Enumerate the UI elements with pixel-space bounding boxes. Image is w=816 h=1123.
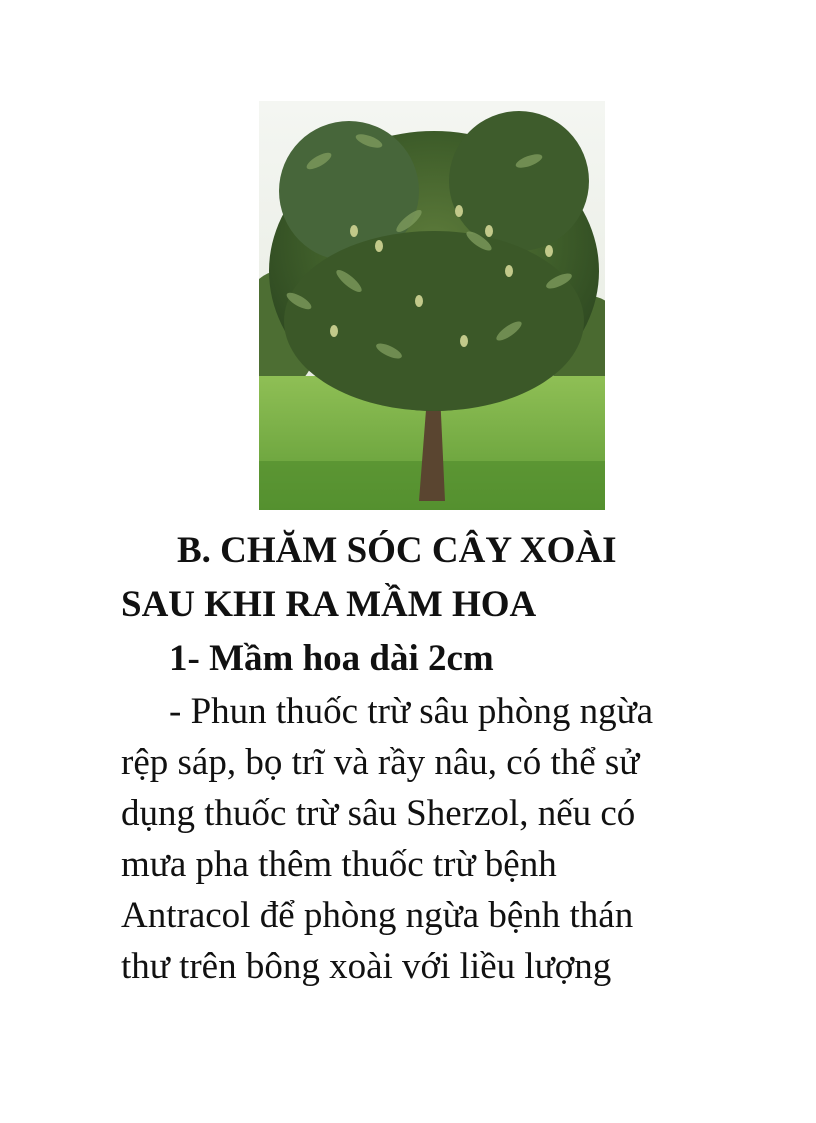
paragraph-line: rệp sáp, bọ trĩ và rầy nâu, có thể sử xyxy=(121,742,640,783)
section-heading xyxy=(121,524,761,632)
text-block xyxy=(121,524,761,992)
paragraph-line: dụng thuốc trừ sâu Sherzol, nếu có xyxy=(121,793,636,834)
subsection-heading: 1- Mầm hoa dài 2cm xyxy=(169,638,494,679)
heading-line-1: B. CHĂM SÓC CÂY XOÀI xyxy=(177,530,617,571)
paragraph-line: mưa pha thêm thuốc trừ bệnh xyxy=(121,844,557,885)
paragraph-line: thư trên bông xoài với liều lượng xyxy=(121,946,612,987)
mango-tree-photo xyxy=(259,101,605,510)
paragraph-line: - Phun thuốc trừ sâu phòng ngừa xyxy=(169,691,654,732)
paragraph-line: Antracol để phòng ngừa bệnh thán xyxy=(121,895,634,936)
paragraph xyxy=(121,686,761,992)
heading-line-2: SAU KHI RA MẦM HOA xyxy=(121,584,537,625)
